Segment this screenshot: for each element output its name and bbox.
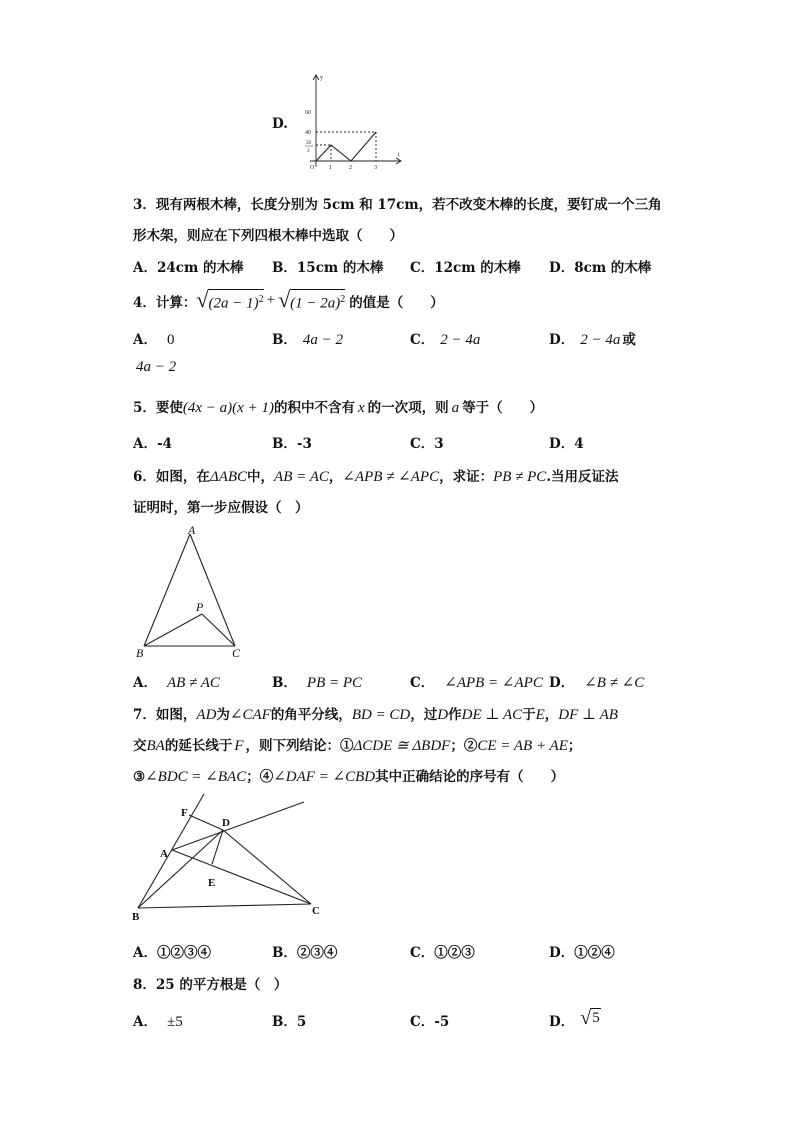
q4-sqrt2-expr: (1 − 2a) (290, 295, 341, 312)
q7-option-d: D．①②④ (549, 945, 615, 961)
graph-polyline (316, 132, 376, 161)
q3-option-b: B．15cm 的木棒 (272, 260, 384, 276)
graph-x-label: t (398, 152, 400, 158)
q6-option-c: C． ∠APB = ∠APC (410, 675, 543, 691)
q7-option-c: C．①②③ (410, 945, 475, 961)
q4-sqrt2-exp: 2 (340, 294, 346, 305)
q4-sqrt1-expr: (2a − 1) (208, 295, 259, 312)
q6-option-d: D． ∠B ≠ ∠C (549, 675, 645, 691)
q5-stem: 5．要使(4x − a)(x + 1)的积中不含有 x 的一次项，则 a 等于（ ） (133, 400, 544, 416)
q4-sqrt-2: √ $(1 - 2a)^2$ (278, 287, 346, 312)
q4-suffix: 的值是（ ） (349, 294, 444, 311)
q8-option-a: A． ±5 (133, 1014, 183, 1030)
q8-stem: 8．25 的平方根是（ ） (133, 977, 288, 993)
q3-option-c: C．12cm 的木棒 (410, 260, 521, 276)
q4-option-d-cont: 4a − 2 (136, 359, 177, 375)
q7-label-c: C (312, 905, 320, 917)
q3-option-d: D．8cm 的木棒 (549, 260, 652, 276)
graph-tick-2: 2 (349, 165, 352, 171)
q2-option-d-graph (296, 72, 408, 174)
q3-option-a: A．24cm 的木棒 (133, 260, 244, 276)
q7-figure (126, 790, 336, 925)
q7-option-b: B．②③④ (272, 945, 338, 961)
q8-option-b: B．5 (272, 1014, 307, 1030)
q6-figure-triangle (132, 522, 252, 662)
q7-stem-line2: 交BA的延长线于 F ，则下列结论：①ΔCDE ≅ ΔBDF；②CE = AB + AE； (133, 738, 582, 754)
q5-option-c: C．3 (410, 436, 444, 452)
q5-option-a: A．-4 (133, 436, 172, 452)
q7-stem-line1: 7．如图，AD为∠CAF的角平分线，BD = CD，过D作DE ⊥ AC于E，DF ⊥ AB (133, 707, 618, 723)
q6-option-a: A． AB ≠ AC (133, 675, 220, 691)
q6-label-c: C (232, 646, 241, 660)
q4-stem (133, 289, 444, 313)
graph-tick-40: 40 (305, 130, 311, 136)
graph-tick-60: 60 (305, 110, 311, 116)
q4-sqrt1-exp: 2 (258, 294, 264, 305)
q7-label-b: B (132, 911, 140, 923)
q6-label-p: P (196, 600, 204, 614)
q7-label-a: A (160, 848, 168, 860)
graph-tick-1: 1 (329, 165, 332, 171)
q4-plus: + (266, 292, 276, 309)
q3-stem-line2: 形木架，则应在下列四根木棒中选取（ ） (133, 228, 403, 244)
q5-option-d: D．4 (549, 436, 584, 452)
q5-option-b: B．-3 (272, 436, 312, 452)
graph-origin: O (310, 165, 315, 171)
q5-expr: (4x − a)(x + 1) (182, 400, 274, 416)
q8-option-c: C．-5 (410, 1014, 450, 1030)
q7-option-a: A．①②③④ (133, 945, 211, 961)
q6-stem-line2: 证明时，第一步应假设（ ） (133, 500, 309, 516)
q6-stem-line1: 6．如图，在ΔABC中，AB = AC，∠APB ≠ ∠APC，求证：PB ≠ PC.当用反证法 (133, 469, 619, 485)
q7-stem-line3: ③∠BDC = ∠BAC；④∠DAF = ∠CBD其中正确结论的序号有（ ） (133, 769, 565, 785)
q2-option-d-label: D. (272, 116, 288, 132)
q8-option-d: D． √ 5 (549, 1007, 600, 1030)
q6-option-b: B． PB = PC (272, 675, 363, 691)
q4-option-b: B． 4a − 2 (272, 332, 344, 348)
q7-label-d: D (222, 817, 230, 829)
graph-frac-bot: 3 (307, 149, 310, 154)
graph-y-label: y (320, 75, 323, 81)
graph-tick-3: 3 (374, 165, 377, 171)
q8-option-d-radicand: 5 (592, 1010, 600, 1026)
q4-option-a: A． 0 (133, 332, 175, 348)
q4-prefix: 4．计算： (133, 294, 197, 311)
q7-label-f: F (181, 807, 188, 819)
q4-option-d: D． 2 − 4a 或 (549, 332, 636, 348)
q4-sqrt-1: √ $(2a - 1)^2$ (196, 287, 264, 312)
q7-label-e: E (208, 877, 216, 889)
graph-frac-top: 50 (306, 141, 311, 146)
q4-option-c: C． 2 − 4a (410, 332, 481, 348)
q6-label-b: B (136, 646, 144, 660)
q6-label-a: A (188, 523, 196, 537)
q3-stem-line1: 3．现有两根木棒，长度分别为 5cm 和 17cm，若不改变木棒的长度，要钉成一个三角 (133, 197, 662, 213)
